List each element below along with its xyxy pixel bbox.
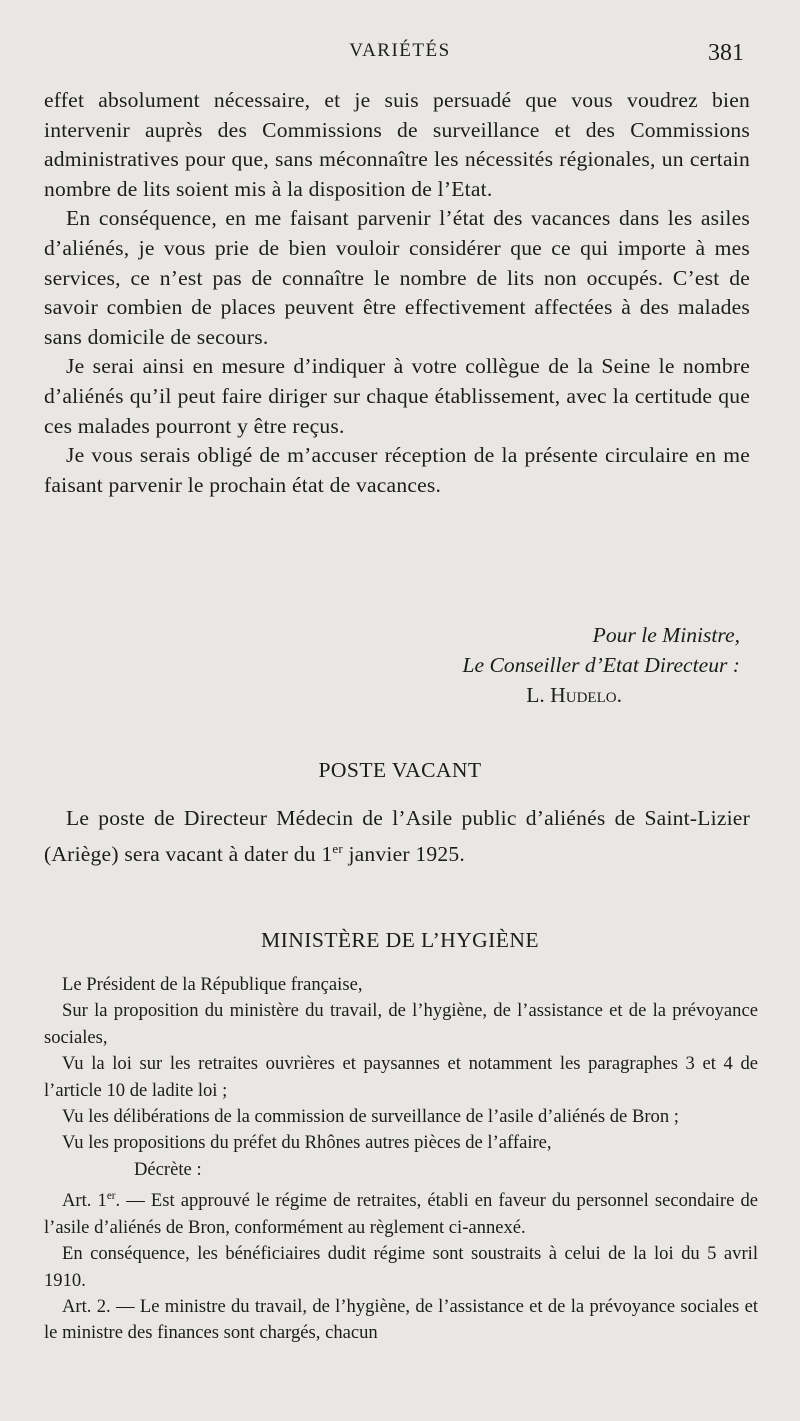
decree-line: Vu les délibérations de la commission de surveillance de l’asile d’aliénés de Bron ; <box>62 1106 679 1128</box>
signature-line-director: Le Conseiller d’Etat Directeur : <box>462 653 740 677</box>
decree-text <box>44 972 758 1347</box>
article-1-ordinal: er <box>106 1190 116 1203</box>
article-1 <box>44 1183 758 1241</box>
poste-text-before: Le poste de Directeur Médecin de l’Asile public d’aliénés de Saint-Lizier (Ariège) sera vacant à dater du 1 <box>44 806 750 866</box>
signatory-name: L. Hudelo. <box>526 683 622 707</box>
article-1-label: Art. 1 <box>62 1190 107 1212</box>
running-title: VARIÉTÉS <box>349 40 451 61</box>
letter-paragraph: effet absolument nécessaire, et je suis persuadé que vous voudrez bien intervenir auprès des Commissions de surveillance et des Commissions administratives pour que, sans méconnaître les nécessités régionales, un certain nombre de lits soient mis à la disposition de l’Etat. <box>44 88 750 201</box>
article-2: Art. 2. — Le ministre du travail, de l’hygiène, de l’assistance et de la prévoyance sociales et le ministre des finances sont chargés, chacun <box>44 1296 758 1344</box>
poste-vacant-body <box>44 804 750 869</box>
letter-paragraph: En conséquence, en me faisant parvenir l’état des vacances dans les asiles d’aliénés, je vous prie de bien vouloir considérer que ce qui importe à mes services, ce n’est pas de connaître le nombre de lits non occupés. C’est de savoir combien de places peuvent être effectivement affectées à des malades sans domicile de secours. <box>44 206 750 349</box>
decrete-line: Décrète : <box>134 1158 202 1180</box>
consequence-paragraph: En conséquence, les bénéficiaires dudit régime sont soustraits à celui de la loi du 5 avril 1910. <box>44 1243 758 1291</box>
circular-letter-body <box>44 86 750 500</box>
decree-line: Sur la proposition du ministère du travail, de l’hygiène, de l’assistance et de la prévoyance sociales, <box>44 1000 758 1048</box>
article-1-text: . — Est approuvé le régime de retraites, établi en faveur du personnel secondaire de l’asile d’aliénés de Bron, conformément au règlement ci-annexé. <box>44 1190 758 1238</box>
page-number: 381 <box>708 40 744 66</box>
letter-paragraph: Je serai ainsi en mesure d’indiquer à votre collègue de la Seine le nombre d’aliénés qu’il peut faire diriger sur chaque établissement, avec la certitude que ces malades pourront y être reçus. <box>44 354 750 438</box>
signature-line-minister: Pour le Ministre, <box>592 623 740 647</box>
decree-line: Vu la loi sur les retraites ouvrières et paysannes et notamment les paragraphes 3 et 4 de l’article 10 de ladite loi ; <box>44 1053 758 1101</box>
section-heading-poste-vacant: POSTE VACANT <box>318 758 482 782</box>
decree-line: Vu les propositions du préfet du Rhônes autres pièces de l’affaire, <box>62 1132 552 1154</box>
poste-vacant-paragraph <box>44 804 750 869</box>
decree-line: Le Président de la République française, <box>62 974 363 995</box>
signature-block <box>463 620 740 710</box>
letter-paragraph: Je vous serais obligé de m’accuser réception de la présente circulaire en me faisant parvenir le prochain état de vacances. <box>44 443 750 497</box>
ordinal-suffix: er <box>332 840 343 856</box>
poste-text-after: janvier 1925. <box>342 841 465 866</box>
section-heading-ministere: MINISTÈRE DE L’HYGIÈNE <box>261 928 539 952</box>
